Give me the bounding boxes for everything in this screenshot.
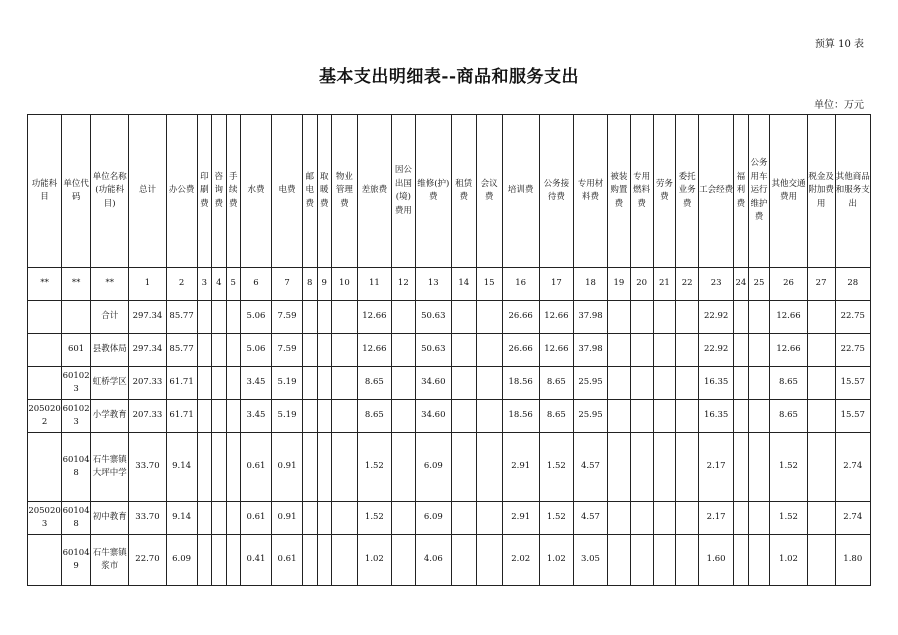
table-cell: 61.71 [166,367,197,400]
table-cell: 28 [835,268,870,301]
table-cell: 23 [699,268,734,301]
column-header: 因公出国(境)费用 [391,115,415,268]
table-cell: 虹桥学区 [91,367,129,400]
table-cell: 13 [415,268,451,301]
column-header: 工会经费 [699,115,734,268]
table-cell [331,502,357,535]
column-header: 水费 [241,115,272,268]
table-cell: 5.19 [272,400,303,433]
table-cell: 10 [331,268,357,301]
table-cell [317,334,331,367]
column-header: 委托业务费 [676,115,699,268]
table-cell [807,433,835,502]
table-cell [476,433,502,502]
table-cell: 18 [573,268,607,301]
column-header: 办公费 [166,115,197,268]
table-cell [451,367,476,400]
table-cell: 0.91 [272,502,303,535]
table-cell [476,367,502,400]
table-cell [630,433,653,502]
table-cell: 7.59 [272,334,303,367]
table-cell: 1.52 [770,502,807,535]
table-cell [676,433,699,502]
table-cell: 12.66 [770,334,807,367]
table-cell: 2.17 [699,502,734,535]
table-cell: 6.09 [166,535,197,586]
table-cell [197,433,211,502]
table-cell: 22.92 [699,334,734,367]
table-cell: 22.70 [129,535,166,586]
table-cell: 8.65 [539,367,573,400]
column-header: 邮电费 [303,115,317,268]
table-cell: 61.71 [166,400,197,433]
table-cell [197,535,211,586]
table-cell [303,367,317,400]
table-cell: 初中教育 [91,502,129,535]
table-cell: 26 [770,268,807,301]
table-cell [62,301,91,334]
table-cell: 0.91 [272,433,303,502]
table-cell [451,535,476,586]
table-cell [748,535,770,586]
table-cell: 25 [748,268,770,301]
table-cell [391,334,415,367]
table-cell: 9.14 [166,502,197,535]
table-cell: 85.77 [166,301,197,334]
table-cell [676,367,699,400]
table-cell: 37.98 [573,301,607,334]
table-row [28,367,871,400]
table-cell: 12.66 [539,334,573,367]
table-cell [734,502,748,535]
table-cell [28,301,62,334]
table-cell [608,334,631,367]
table-cell: 15 [476,268,502,301]
table-cell: 601023 [62,400,91,433]
table-row [28,535,871,586]
table-cell [734,535,748,586]
table-cell [734,433,748,502]
column-header: 其他商品和服务支出 [835,115,870,268]
table-cell [28,367,62,400]
table-cell: 16 [502,268,539,301]
table-cell [212,502,226,535]
table-cell [748,502,770,535]
table-cell [212,301,226,334]
table-cell [653,367,676,400]
column-header: 税金及附加费用 [807,115,835,268]
table-cell: 小学教育 [91,400,129,433]
table-cell: 2.74 [835,433,870,502]
table-cell [630,535,653,586]
table-cell: 50.63 [415,334,451,367]
column-header: 差旅费 [357,115,391,268]
table-cell: 1.52 [357,502,391,535]
table-cell [807,400,835,433]
table-cell: 601048 [62,502,91,535]
form-number: 预算 10 表 [814,39,864,50]
table-row [28,433,871,502]
column-header: 公务接待费 [539,115,573,268]
table-cell: 合计 [91,301,129,334]
table-cell [226,400,240,433]
column-header: 公务用车运行维护费 [748,115,770,268]
table-cell: 8 [303,268,317,301]
table-cell [317,502,331,535]
table-cell [197,334,211,367]
table-cell [331,301,357,334]
table-row [28,301,871,334]
table-cell: 20 [630,268,653,301]
table-cell: 15.57 [835,400,870,433]
table-cell: 601023 [62,367,91,400]
table-cell: 5.06 [241,301,272,334]
table-cell [303,502,317,535]
column-header: 被装购置费 [608,115,631,268]
table-cell [197,502,211,535]
table-cell: 297.34 [129,301,166,334]
page-title: 基本支出明细表--商品和服务支出 [318,67,580,87]
table-cell [476,301,502,334]
table-cell: 2 [166,268,197,301]
table-cell: 1.52 [539,502,573,535]
table-cell: 601048 [62,433,91,502]
table-cell: 21 [653,268,676,301]
table-cell: 34.60 [415,400,451,433]
table-cell: 18.56 [502,367,539,400]
table-cell [807,502,835,535]
column-header: 培训费 [502,115,539,268]
table-cell: 22 [676,268,699,301]
table-cell: 石牛寨镇大坪中学 [91,433,129,502]
table-cell: 6 [241,268,272,301]
table-cell: 7.59 [272,301,303,334]
table-cell: 1.52 [539,433,573,502]
table-cell: 8.65 [770,400,807,433]
table-cell [476,334,502,367]
table-cell [197,367,211,400]
table-cell: 16.35 [699,400,734,433]
table-cell: 3 [197,268,211,301]
table-cell [197,400,211,433]
table-cell: 26.66 [502,334,539,367]
table-cell: 2.74 [835,502,870,535]
table-cell: 1.80 [835,535,870,586]
table-cell: 0.61 [241,433,272,502]
table-cell [653,400,676,433]
table-cell [734,367,748,400]
table-cell: 2050203 [28,502,62,535]
table-cell: 1.02 [539,535,573,586]
table-cell: 11 [357,268,391,301]
table-cell: 3.45 [241,367,272,400]
table-cell: 2.91 [502,502,539,535]
table-cell: 15.57 [835,367,870,400]
table-cell [451,334,476,367]
table-cell [303,535,317,586]
table-cell [226,535,240,586]
table-cell [303,433,317,502]
column-header: 租赁费 [451,115,476,268]
table-cell: 50.63 [415,301,451,334]
column-header: 咨询费 [212,115,226,268]
table-cell [391,433,415,502]
table-cell [451,433,476,502]
table-cell [748,301,770,334]
table-cell [331,334,357,367]
table-cell: 18.56 [502,400,539,433]
table-cell: 22.75 [835,334,870,367]
table-cell: 17 [539,268,573,301]
table-cell [212,400,226,433]
table-cell: 1.02 [770,535,807,586]
table-cell: 601 [62,334,91,367]
table-cell [451,502,476,535]
table-cell [28,433,62,502]
table-cell [476,502,502,535]
table-cell [653,433,676,502]
column-header: 专用材料费 [573,115,607,268]
table-cell [331,535,357,586]
column-header: 物业管理费 [331,115,357,268]
table-cell: 14 [451,268,476,301]
table-cell: 8.65 [539,400,573,433]
column-header: 专用燃料费 [630,115,653,268]
table-cell: 3.45 [241,400,272,433]
table-cell: ** [28,268,62,301]
table-cell [807,301,835,334]
table-cell [317,301,331,334]
table-cell [331,400,357,433]
table-cell: 1.52 [770,433,807,502]
table-cell: 12.66 [357,334,391,367]
table-cell [226,433,240,502]
table-cell [226,367,240,400]
table-cell: 4 [212,268,226,301]
column-header: 总计 [129,115,166,268]
column-header: 单位代码 [62,115,91,268]
table-cell [212,334,226,367]
table-cell [676,301,699,334]
column-header: 福利费 [734,115,748,268]
table-cell [212,367,226,400]
table-cell: 8.65 [770,367,807,400]
table-cell [676,400,699,433]
table-row [28,400,871,433]
table-cell [226,502,240,535]
column-header: 电费 [272,115,303,268]
table-row [28,502,871,535]
table-cell [608,535,631,586]
table-cell [676,535,699,586]
table-cell [303,301,317,334]
index-row [28,268,871,301]
table-cell: 4.06 [415,535,451,586]
table-cell: 85.77 [166,334,197,367]
table-cell [317,400,331,433]
table-cell [451,400,476,433]
table-cell: 25.95 [573,400,607,433]
column-header: 其他交通费用 [770,115,807,268]
table-cell: 5 [226,268,240,301]
table-cell [391,535,415,586]
table-cell [212,433,226,502]
table-cell: 0.41 [241,535,272,586]
table-cell: 2.91 [502,433,539,502]
table-cell [653,301,676,334]
table-cell [317,367,331,400]
table-cell: 22.75 [835,301,870,334]
table-cell [748,400,770,433]
table-cell [734,334,748,367]
table-cell: 6.09 [415,502,451,535]
table-cell: 9.14 [166,433,197,502]
table-cell [303,400,317,433]
table-cell: 3.05 [573,535,607,586]
table-cell: 26.66 [502,301,539,334]
table-cell: 33.70 [129,433,166,502]
column-header: 劳务费 [653,115,676,268]
table-cell: 16.35 [699,367,734,400]
table-cell [608,301,631,334]
table-cell: 25.95 [573,367,607,400]
table-cell [734,301,748,334]
table-cell: 24 [734,268,748,301]
table-cell: 1.02 [357,535,391,586]
table-cell: 8.65 [357,367,391,400]
table-cell [630,367,653,400]
table-cell [226,301,240,334]
table-cell: 4.57 [573,433,607,502]
table-cell [608,433,631,502]
table-cell [303,334,317,367]
unit-label: 单位：万元 [814,100,864,111]
table-cell: 12.66 [357,301,391,334]
table-cell [748,367,770,400]
table-cell: 12.66 [539,301,573,334]
table-cell: 22.92 [699,301,734,334]
column-header: 会议费 [476,115,502,268]
table-cell: 5.06 [241,334,272,367]
table-cell [28,535,62,586]
table-cell: ** [62,268,91,301]
table-cell: 9 [317,268,331,301]
table-cell [391,367,415,400]
table-cell: 34.60 [415,367,451,400]
table-cell [451,301,476,334]
table-cell [476,400,502,433]
column-header: 取暖费 [317,115,331,268]
table-cell [630,502,653,535]
table-cell: 37.98 [573,334,607,367]
column-header: 手续费 [226,115,240,268]
table-cell: 4.57 [573,502,607,535]
table-cell [226,334,240,367]
table-cell: ** [91,268,129,301]
table-cell [734,400,748,433]
table-cell: 石牛寨镇浆市 [91,535,129,586]
header-row [28,115,871,268]
table-cell: 6.09 [415,433,451,502]
table-cell: 0.61 [241,502,272,535]
table-cell [748,334,770,367]
table-cell: 12.66 [770,301,807,334]
table-cell [317,433,331,502]
table-cell [212,535,226,586]
table-cell [608,502,631,535]
table-cell [807,367,835,400]
table-cell [197,301,211,334]
table-cell: 12 [391,268,415,301]
table-cell [807,334,835,367]
table-cell: 33.70 [129,502,166,535]
table-cell [630,400,653,433]
table-cell [653,334,676,367]
table-cell: 1.60 [699,535,734,586]
column-header: 维修(护)费 [415,115,451,268]
table-cell [391,301,415,334]
table-cell [676,334,699,367]
table-cell: 19 [608,268,631,301]
column-header: 单位名称(功能科目) [91,115,129,268]
table-cell [331,367,357,400]
table-cell [317,535,331,586]
table-cell: 县教体局 [91,334,129,367]
table-cell [608,400,631,433]
table-cell: 2.17 [699,433,734,502]
column-header: 功能科目 [28,115,62,268]
table-cell: 27 [807,268,835,301]
table-cell [807,535,835,586]
table-cell [476,535,502,586]
table-cell: 1 [129,268,166,301]
table-cell [676,502,699,535]
table-cell [653,535,676,586]
column-header: 印刷费 [197,115,211,268]
table-cell [630,334,653,367]
table-row [28,334,871,367]
table-cell [331,433,357,502]
table-cell: 7 [272,268,303,301]
table-cell [608,367,631,400]
expense-detail-table [27,114,871,586]
table-cell [653,502,676,535]
table-cell: 2.02 [502,535,539,586]
table-cell [748,433,770,502]
table-cell: 1.52 [357,433,391,502]
table-cell [391,502,415,535]
table-cell: 2050202 [28,400,62,433]
table-cell: 8.65 [357,400,391,433]
table-cell: 207.33 [129,367,166,400]
table-cell: 601049 [62,535,91,586]
table-cell [391,400,415,433]
table-cell [630,301,653,334]
table-cell: 5.19 [272,367,303,400]
table-cell: 297.34 [129,334,166,367]
table-cell: 0.61 [272,535,303,586]
table-cell: 207.33 [129,400,166,433]
table-cell [28,334,62,367]
